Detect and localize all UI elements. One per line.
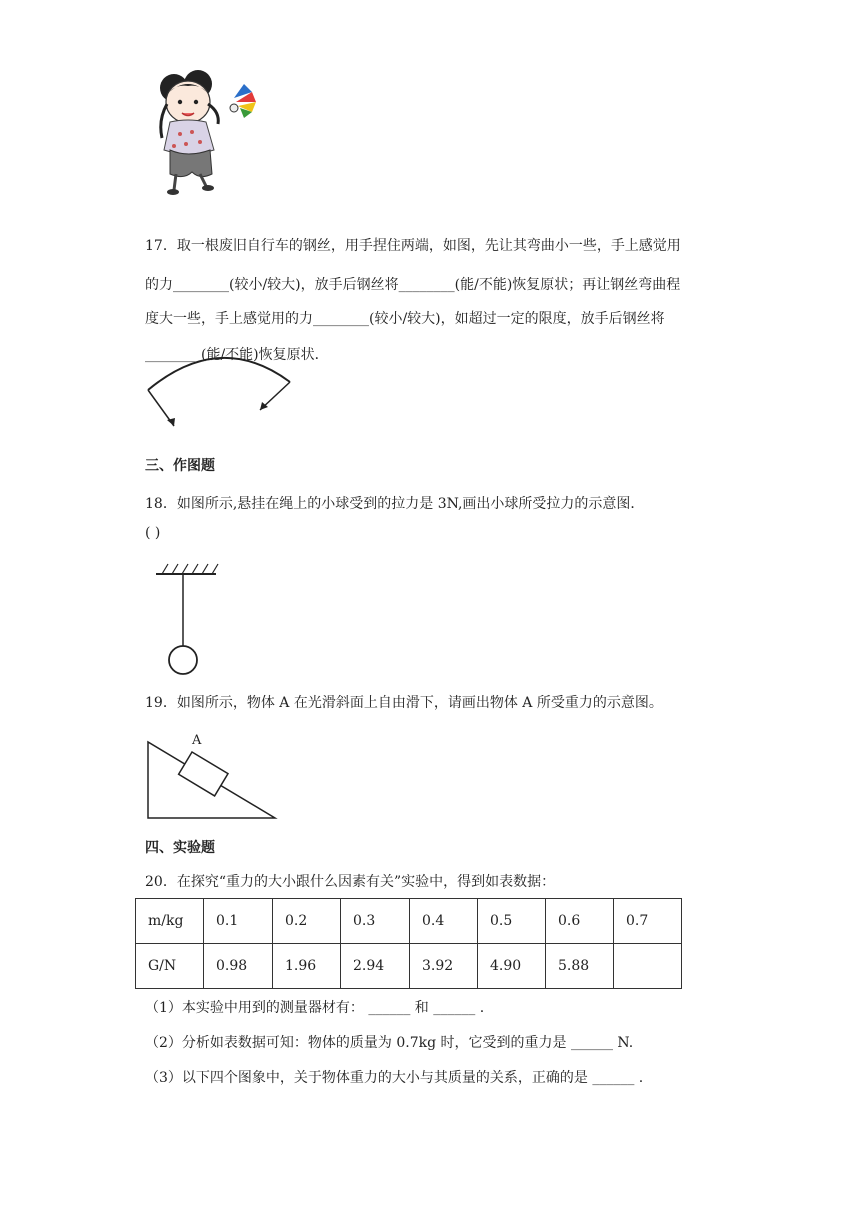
gravity-mass-table [135,898,682,989]
q17-text-line4: ________(能/不能)恢复原状． [145,347,329,363]
incline-figure [140,726,285,824]
q20-intro: 20．在探究“重力的大小跟什么因素有关”实验中，得到如表数据： [145,874,556,890]
table-cell: 1.96 [273,944,341,989]
table-cell: 5.88 [546,944,614,989]
q20-sub3: （3）以下四个图象中，关于物体重力的大小与其质量的关系，正确的是 ______ . [145,1070,644,1086]
table-cell: 4.90 [478,944,546,989]
q17-text-line2: 的力________(较小/较大)，放手后钢丝将________(能/不能)恢复原状；再让钢丝弯曲程 [145,277,681,293]
hanging-ball-figure [150,560,230,680]
table-cell [614,944,682,989]
section-3-title: 三、作图题 [145,458,215,474]
table-cell: 0.4 [410,899,478,944]
table-row-mass [136,899,682,944]
q18-text: 18．如图所示,悬挂在绳上的小球受到的拉力是 3N,画出小球所受拉力的示意图． [145,496,645,512]
table-cell: 0.5 [478,899,546,944]
block-label-a: A [192,733,202,748]
bent-wire-figure [140,350,300,440]
table-cell: 0.6 [546,899,614,944]
table-cell: 3.92 [410,944,478,989]
girl-illustration [140,62,270,197]
table-cell: 0.98 [204,944,273,989]
q17-text-line1: 17．取一根废旧自行车的钢丝，用手捏住两端，如图，先让其弯曲小一些，手上感觉用 [145,238,681,254]
table-cell: 0.3 [341,899,410,944]
table-cell: 2.94 [341,944,410,989]
section-4-title: 四、实验题 [145,840,215,856]
q18-answer-blank: ( ) [145,525,161,541]
q20-sub1: （1）本实验中用到的测量器材有： ______ 和 ______ . [145,1000,485,1016]
q20-sub2: （2）分析如表数据可知：物体的质量为 0.7kg 时，它受到的重力是 ______ N. [145,1035,634,1051]
table-cell: 0.7 [614,899,682,944]
table-row-gravity [136,944,682,989]
table-cell: 0.2 [273,899,341,944]
table-cell: G/N [136,944,204,989]
table-cell: 0.1 [204,899,273,944]
table-cell: m/kg [136,899,204,944]
q17-text-line3: 度大一些，手上感觉用的力________(较小/较大)，如超过一定的限度，放手后钢丝将 [145,311,665,327]
q19-text: 19．如图所示，物体 A 在光滑斜面上自由滑下，请画出物体 A 所受重力的示意图。 [145,695,663,711]
